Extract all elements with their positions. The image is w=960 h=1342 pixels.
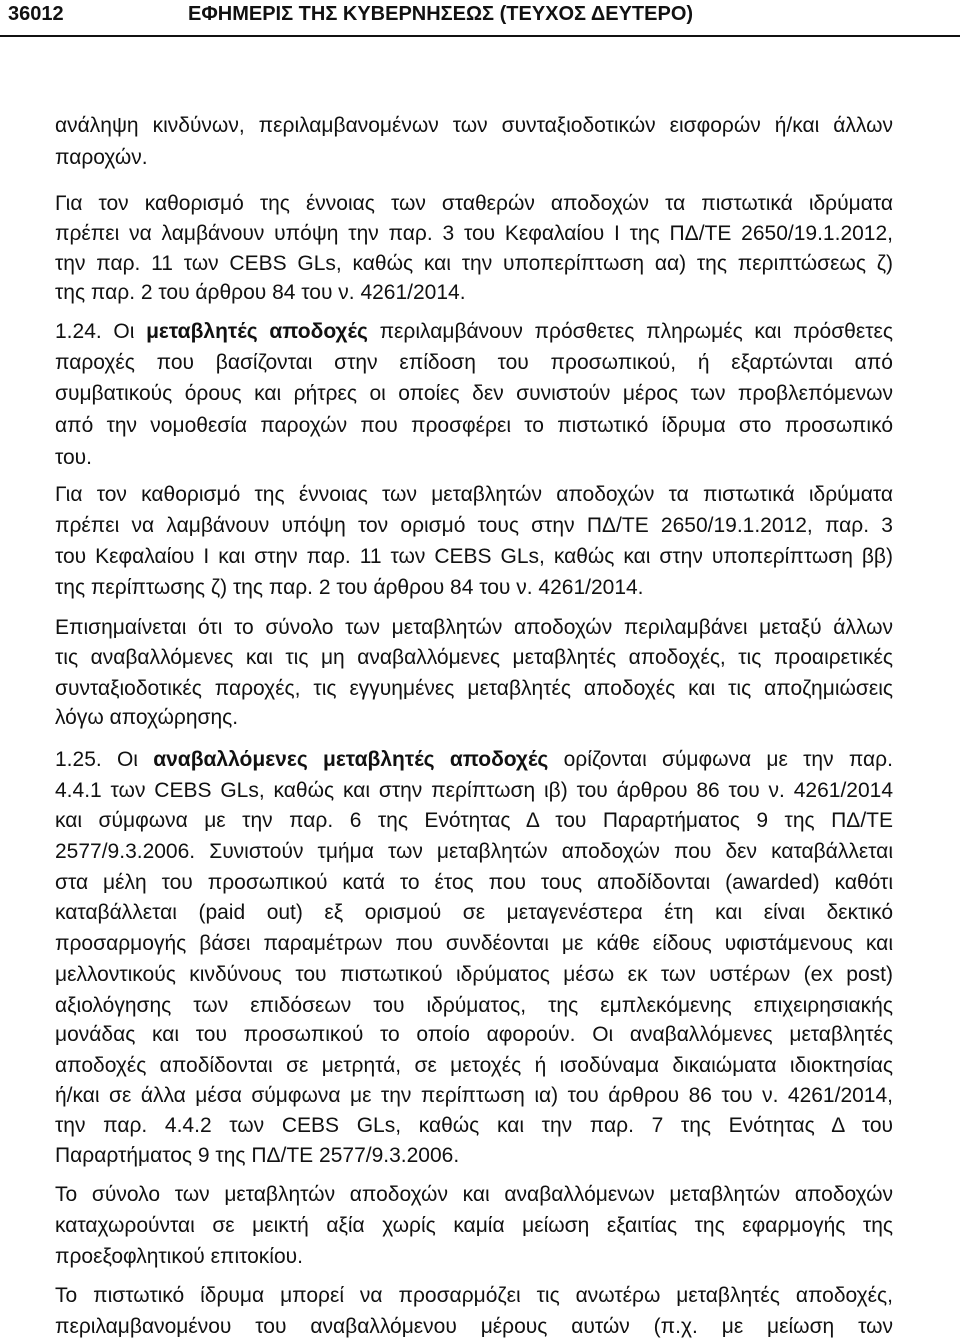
text-line: συνταξιοδοτικές παροχές, τις εγγυημένες μεταβλητές αποδοχές και τις αποζημιώσεις [55, 677, 893, 700]
text-line: αποδοχές αποδίδονται σε μετρητά, σε μετοχές ή ισοδύναμα δικαιώματα ιδιοκτησίας [55, 1054, 893, 1077]
text-line: 4.4.1 των CEBS GLs, καθώς και στην περίπτωση ιβ) του άρθρου 86 του ν. 4261/2014 [55, 779, 893, 802]
text-line: της περίπτωσης ζ) της παρ. 2 του άρθρου 84 του ν. 4261/2014. [55, 576, 644, 599]
text-run: 1.25. Οι [55, 748, 154, 771]
text-line: Το σύνολο των μεταβλητών αποδοχών και αναβαλλόμενων μεταβλητών αποδοχών [55, 1183, 893, 1206]
text-line: και σύμφωνα με την παρ. 6 της Ενότητας Δ του Παραρτήματος 9 της ΠΔ/ΤΕ [55, 809, 893, 832]
text-line: τις αναβαλλόμενες και τις μη αναβαλλόμενες μεταβλητές αποδοχές, τις προαιρετικές [55, 646, 893, 669]
bold-term: αναβαλλόμενες μεταβλητές αποδοχές [153, 748, 549, 771]
text-line: στα μέλη του προσωπικού κατά το έτος που τους αποδίδονται (awarded) καθότι [55, 871, 893, 894]
text-line: πρέπει να λαμβάνουν υπόψη την παρ. 3 του Κεφαλαίου I της ΠΔ/ΤΕ 2650/19.1.2012, [55, 222, 893, 245]
text-line: Παραρτήματος 9 της ΠΔ/ΤΕ 2577/9.3.2006. [55, 1144, 460, 1167]
text-run: περιλαμβάνουν πρόσθετες πληρωμές και πρόσθετες [367, 320, 893, 343]
text-line: ανάληψη κινδύνων, περιλαμβανομένων των συνταξιοδοτικών εισφορών ή/και άλλων [55, 114, 893, 137]
text-line: της παρ. 2 του άρθρου 84 του ν. 4261/2014. [55, 281, 466, 304]
text-run: ορίζονται σύμφωνα με την παρ. [548, 748, 893, 771]
text-line: Επισημαίνεται ότι το σύνολο των μεταβλητών αποδοχών περιλαμβάνει μεταξύ άλλων [55, 616, 893, 639]
text-line: Για τον καθορισμό της έννοιας των σταθερών αποδοχών τα πιστωτικά ιδρύματα [55, 192, 893, 215]
text-line: την παρ. 11 των CEBS GLs, καθώς και την υποπερίπτωση αα) της περιπτώσεως ζ) [55, 252, 893, 275]
text-line: προσαρμογής βάσει παραμέτρων που συνδέονται με κάθε είδους υφιστάμενους και [55, 932, 893, 955]
text-line: του. [55, 446, 92, 469]
text-line: πρέπει να λαμβάνουν υπόψη τον ορισμό τους στην ΠΔ/ΤΕ 2650/19.1.2012, παρ. 3 [55, 514, 893, 537]
text-line: του Κεφαλαίου I και στην παρ. 11 των CEBS GLs, καθώς και στην υποπερίπτωση ββ) [55, 545, 893, 568]
text-line: Για τον καθορισμό της έννοιας των μεταβλητών αποδοχών τα πιστωτικά ιδρύματα [55, 483, 893, 506]
text-line: από την νομοθεσία παροχών που προσφέρει το πιστωτικό ίδρυμα στο προσωπικό [55, 414, 893, 437]
page-number: 36012 [8, 3, 64, 25]
text-line [55, 317, 893, 347]
text-line: Το πιστωτικό ίδρυμα μπορεί να προσαρμόζει τις ανωτέρω μεταβλητές αποδοχές, [55, 1284, 893, 1307]
text-line: μελλοντικούς κινδύνους του πιστωτικού ιδρύματος μέσω εκ των υστέρων (ex post) [55, 963, 893, 986]
text-line: αξιολόγησης των επιδόσεων του ιδρύματος, της εμπλεκόμενης επιχειρησιακής [55, 994, 893, 1017]
text-line: καταβάλλεται (paid out) εξ ορισμού σε μεταγενέστερα έτη και είναι δεκτικό [55, 901, 893, 924]
text-line: καταχωρούνται σε μεικτή αξία χωρίς καμία μείωση εξαιτίας της εφαρμογής της [55, 1214, 893, 1237]
text-line: την παρ. 4.4.2 των CEBS GLs, καθώς και την παρ. 7 της Ενότητας Δ του [55, 1114, 893, 1137]
header-rule [0, 35, 960, 37]
text-line: περιλαμβανομένου του αναβαλλόμενου μέρους αυτών (π.χ. με μείωση των [55, 1315, 893, 1338]
text-line: μονάδας και του προσωπικού το οποίο αφορούν. Οι αναβαλλόμενες μεταβλητές [55, 1023, 893, 1046]
text-line: παροχών. [55, 146, 148, 169]
text-line: παροχές που βασίζονται στην επίδοση του προσωπικού, ή εξαρτώνται από [55, 351, 893, 374]
text-line: λόγω αποχώρησης. [55, 706, 239, 729]
text-line: 2577/9.3.2006. Συνιστούν τμήμα των μεταβλητών αποδοχών που δεν καταβάλλεται [55, 840, 893, 863]
bold-term: μεταβλητές αποδοχές [146, 320, 368, 343]
text-run: 1.24. Οι [55, 320, 147, 343]
text-line [55, 745, 893, 775]
text-line: συμβατικούς όρους και ρήτρες οι οποίες δεν συνιστούν μέρος των προβλεπόμενων [55, 382, 893, 405]
gazette-title: ΕΦΗΜΕΡΙΣ ΤΗΣ ΚΥΒΕΡΝΗΣΕΩΣ (ΤΕΥΧΟΣ ΔΕΥΤΕΡΟ) [188, 3, 694, 25]
text-line: ή/και σε άλλα μέσα σύμφωνα με την περίπτωση ια) του άρθρου 86 του ν. 4261/2014, [55, 1084, 893, 1107]
text-line: προεξοφλητικού επιτοκίου. [55, 1245, 303, 1268]
